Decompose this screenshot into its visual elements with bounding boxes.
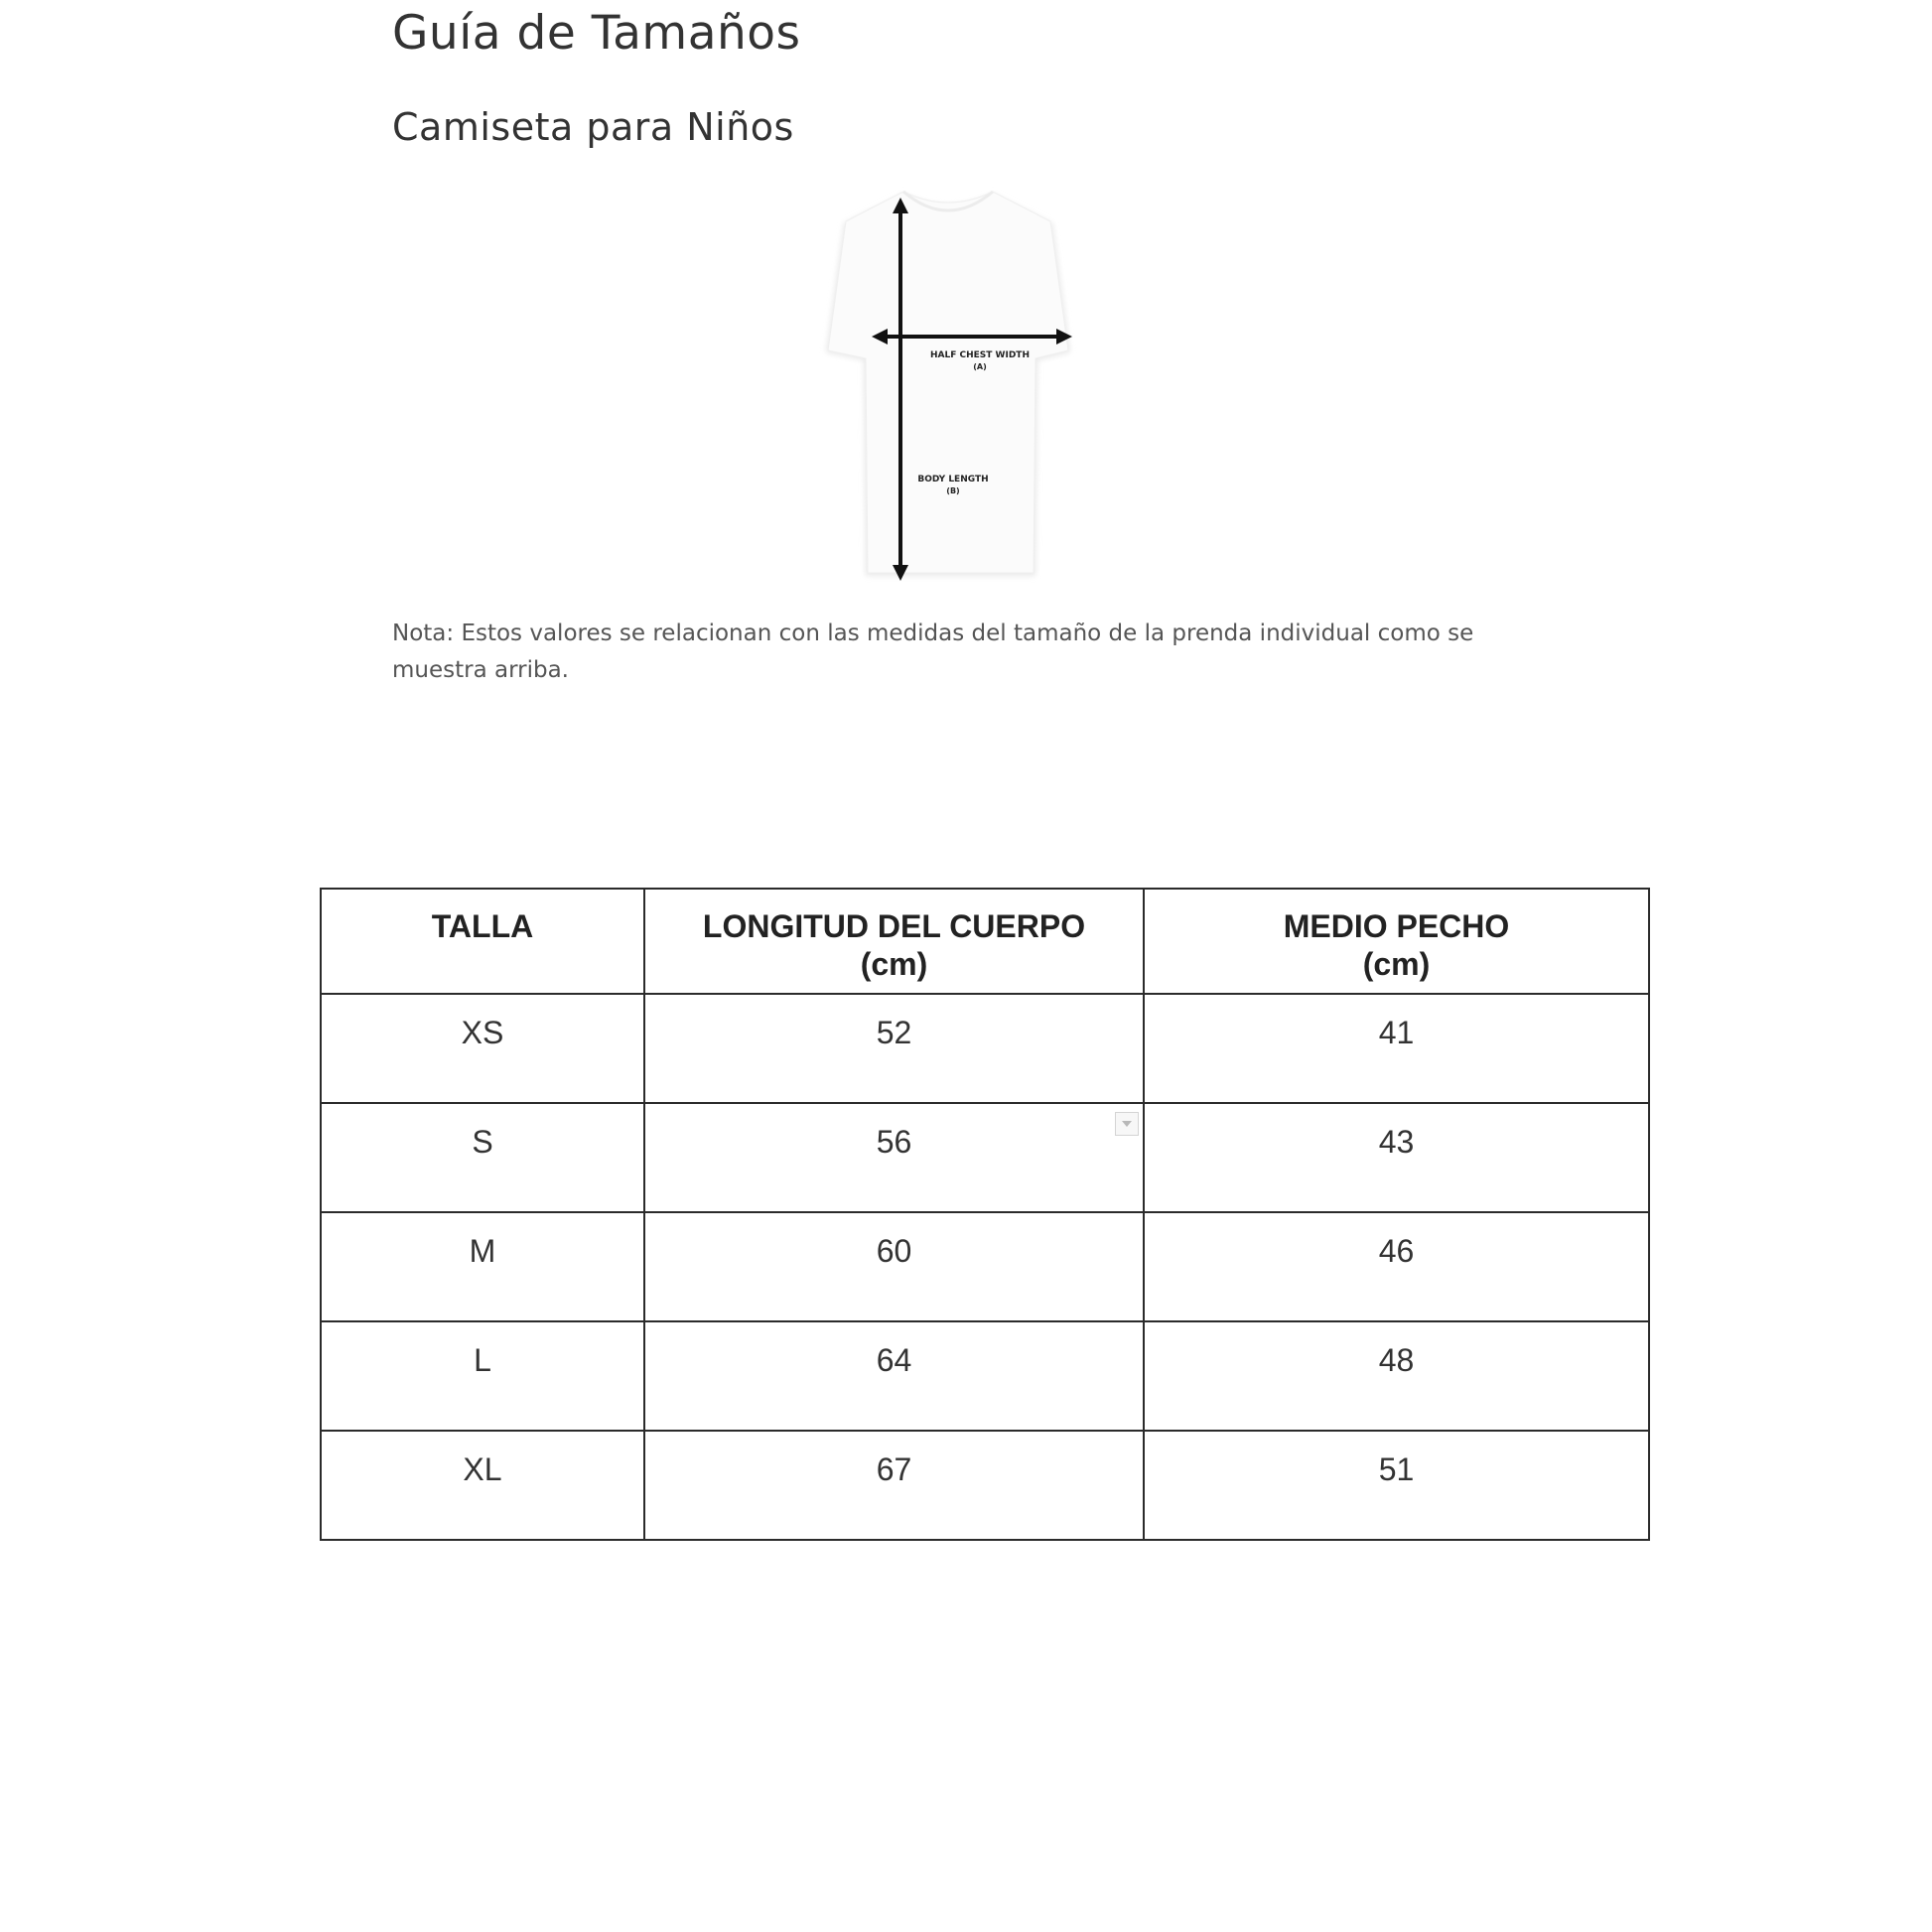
tshirt-measurement-diagram — [804, 184, 1092, 591]
cell-dropdown-icon[interactable] — [1115, 1112, 1139, 1136]
size-note: Nota: Estos valores se relacionan con las medidas del tamaño de la prenda individual como se muestra arriba. — [392, 621, 1474, 683]
header-chest-label: MEDIO PECHO — [1283, 908, 1510, 944]
table-row — [321, 1212, 1649, 1321]
length-cell: 64 — [644, 1321, 1144, 1431]
table-row — [321, 994, 1649, 1103]
table-row — [321, 1321, 1649, 1431]
chest-cell: 51 — [1144, 1431, 1649, 1540]
product-title: Camiseta para Niños — [392, 105, 794, 149]
length-cell: 52 — [644, 994, 1144, 1103]
chest-code: (A) — [973, 362, 987, 371]
header-chest-unit: (cm) — [1362, 946, 1431, 982]
size-cell: S — [321, 1103, 644, 1212]
length-label: BODY LENGTH — [917, 475, 989, 484]
table-header-row — [321, 889, 1649, 994]
header-size-label: TALLA — [431, 908, 534, 944]
page-title: Guía de Tamaños — [392, 6, 801, 61]
length-cell — [644, 1103, 1144, 1212]
header-length-label: LONGITUD DEL CUERPO — [702, 908, 1086, 944]
size-cell: XS — [321, 994, 644, 1103]
chest-cell: 46 — [1144, 1212, 1649, 1321]
size-cell: XL — [321, 1431, 644, 1540]
length-cell: 60 — [644, 1212, 1144, 1321]
chest-cell: 43 — [1144, 1103, 1649, 1212]
chest-cell: 48 — [1144, 1321, 1649, 1431]
header-half-chest — [1144, 889, 1649, 994]
chest-label: HALF CHEST WIDTH — [930, 350, 1030, 360]
size-cell: M — [321, 1212, 644, 1321]
length-value: 56 — [876, 1124, 912, 1160]
table-row — [321, 1431, 1649, 1540]
chest-cell: 41 — [1144, 994, 1649, 1103]
header-size — [321, 889, 644, 994]
size-table — [320, 888, 1650, 1541]
length-code: (B) — [946, 486, 960, 495]
header-body-length — [644, 889, 1144, 994]
table-row — [321, 1103, 1649, 1212]
length-cell: 67 — [644, 1431, 1144, 1540]
header-length-unit: (cm) — [860, 946, 928, 982]
size-cell: L — [321, 1321, 644, 1431]
